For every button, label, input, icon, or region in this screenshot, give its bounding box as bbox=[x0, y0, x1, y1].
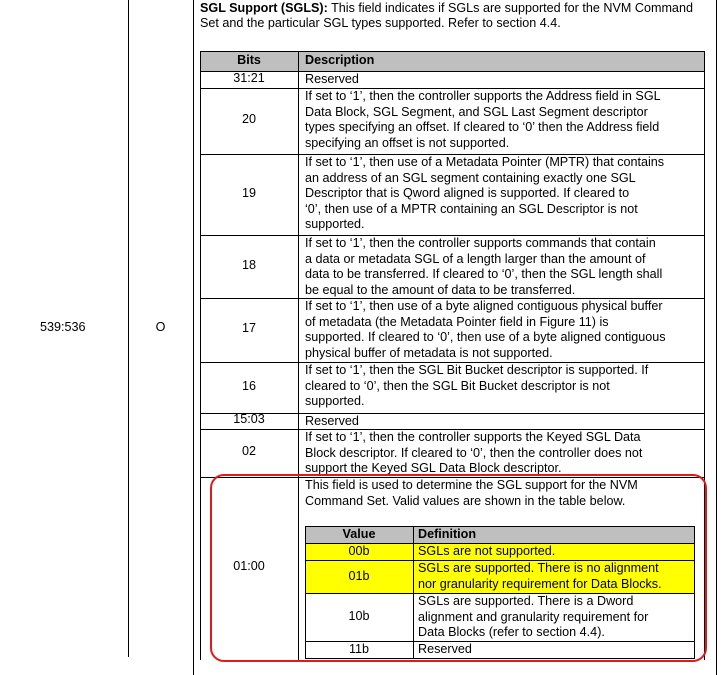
outer-right-border bbox=[716, 0, 717, 675]
value-code-cell: 01b bbox=[348, 569, 370, 583]
value-code-cell: 10b bbox=[348, 609, 370, 623]
description-header-label: Description bbox=[305, 53, 375, 67]
optional-indicator-cell: O bbox=[155, 320, 166, 334]
outer-col-divider-2 bbox=[193, 0, 194, 675]
bit-description-line: If set to ‘1’, then use of a Metadata Pointer (MPTR) that contains bbox=[305, 155, 665, 169]
value-code-cell: 00b bbox=[348, 544, 370, 558]
bit-description-line: cleared to ‘0’, then the SGL Bit Bucket descriptor is not bbox=[305, 378, 610, 393]
bit-description-line: physical buffer of metadata is not supported. bbox=[305, 345, 553, 360]
bit-description-line: If set to ‘1’, then the SGL Bit Bucket descriptor is supported. If bbox=[305, 363, 649, 377]
bit-description-line: If set to ‘1’, then the controller supports the Address field in SGL bbox=[305, 89, 661, 103]
bit-description-line: a data or metadata SGL of a length larger than the amount of bbox=[305, 251, 646, 266]
annotation-highlight-box bbox=[210, 474, 707, 662]
bits-value-cell: 17 bbox=[241, 321, 256, 335]
bits-value-cell: 20 bbox=[241, 112, 256, 126]
field-description bbox=[200, 1, 705, 31]
value-definition-line: SGLs are supported. There is a Dword bbox=[418, 594, 634, 608]
bit-description-line: supported. If cleared to ‘0’, then use of a byte aligned contiguous bbox=[305, 330, 666, 344]
bits-value-cell: 16 bbox=[241, 379, 256, 393]
bytes-range-cell: 539:536 bbox=[40, 320, 86, 334]
bit-description-line: an address of an SGL segment containing exactly one SGL bbox=[305, 170, 636, 185]
bit-description-line: data to be transferred. If cleared to ‘0’, then the SGL length shall bbox=[305, 267, 663, 281]
bit-description-line: This field is used to determine the SGL support for the NVM bbox=[305, 478, 638, 492]
bit-description-line: If set to ‘1’, then the controller supports commands that contain bbox=[305, 236, 656, 250]
field-intro: This field indicates if SGLs are supported for the NVM Command Set and the particular SGL types supported. Refer to section 4.4. bbox=[200, 1, 693, 30]
value-definition-line: alignment and granularity requirement for bbox=[418, 609, 649, 624]
bits-value-cell: 02 bbox=[241, 444, 256, 458]
bit-description-line: ‘0’, then use of a MPTR containing an SGL Descriptor is not bbox=[305, 201, 638, 216]
bits-value-cell: 01:00 bbox=[233, 559, 265, 573]
bit-description-line: types specifying an offset. If cleared to ‘0’ then the Address field bbox=[305, 120, 660, 134]
value-definition-line: Data Blocks (refer to section 4.4). bbox=[418, 625, 605, 639]
bit-description-line: supported. bbox=[305, 394, 365, 408]
value-definition-line: Reserved bbox=[418, 642, 472, 656]
bits-value-cell: 15:03 bbox=[233, 412, 265, 426]
bits-value-cell: 31:21 bbox=[233, 71, 265, 85]
bit-description-line: Command Set. Valid values are shown in the table below. bbox=[305, 493, 626, 508]
bit-description-line: If set to ‘1’, then use of a byte aligned contiguous physical buffer bbox=[305, 299, 663, 313]
definition-header-label: Definition bbox=[418, 527, 477, 541]
bits-value-cell: 18 bbox=[241, 258, 256, 272]
value-header-label: Value bbox=[342, 527, 376, 541]
bit-description-line: If set to ‘1’, then the controller supports the Keyed SGL Data bbox=[305, 430, 641, 444]
bit-description-line: supported. bbox=[305, 217, 365, 231]
bit-description-line: Reserved bbox=[305, 72, 359, 86]
value-code-cell: 11b bbox=[348, 642, 370, 656]
value-definition-line: nor granularity requirement for Data Blocks. bbox=[418, 576, 662, 591]
bits-table-top-border bbox=[200, 51, 705, 52]
bit-description-line: Reserved bbox=[305, 414, 359, 428]
field-name: SGL Support (SGLS): bbox=[200, 1, 328, 15]
value-definition-line: SGLs are supported. There is no alignment bbox=[418, 561, 659, 575]
bit-description-line: Block descriptor. If cleared to ‘0’, then the controller does not bbox=[305, 445, 643, 460]
bit-description-line: be equal to the amount of data to be transferred. bbox=[305, 282, 576, 297]
value-definition-line: SGLs are not supported. bbox=[418, 544, 556, 558]
bits-header-label: Bits bbox=[237, 53, 261, 67]
bit-description-line: of metadata (the Metadata Pointer field in Figure 11) is bbox=[305, 314, 609, 329]
bit-description-line: support the Keyed SGL Data Block descriptor. bbox=[305, 461, 562, 475]
bit-description-line: specifying an offset is not supported. bbox=[305, 135, 510, 150]
bit-description-line: Descriptor that is Qword aligned is supported. If cleared to bbox=[305, 186, 630, 200]
bit-description-line: Data Block, SGL Segment, and SGL Last Segment descriptor bbox=[305, 104, 648, 119]
bits-value-cell: 19 bbox=[241, 186, 256, 200]
